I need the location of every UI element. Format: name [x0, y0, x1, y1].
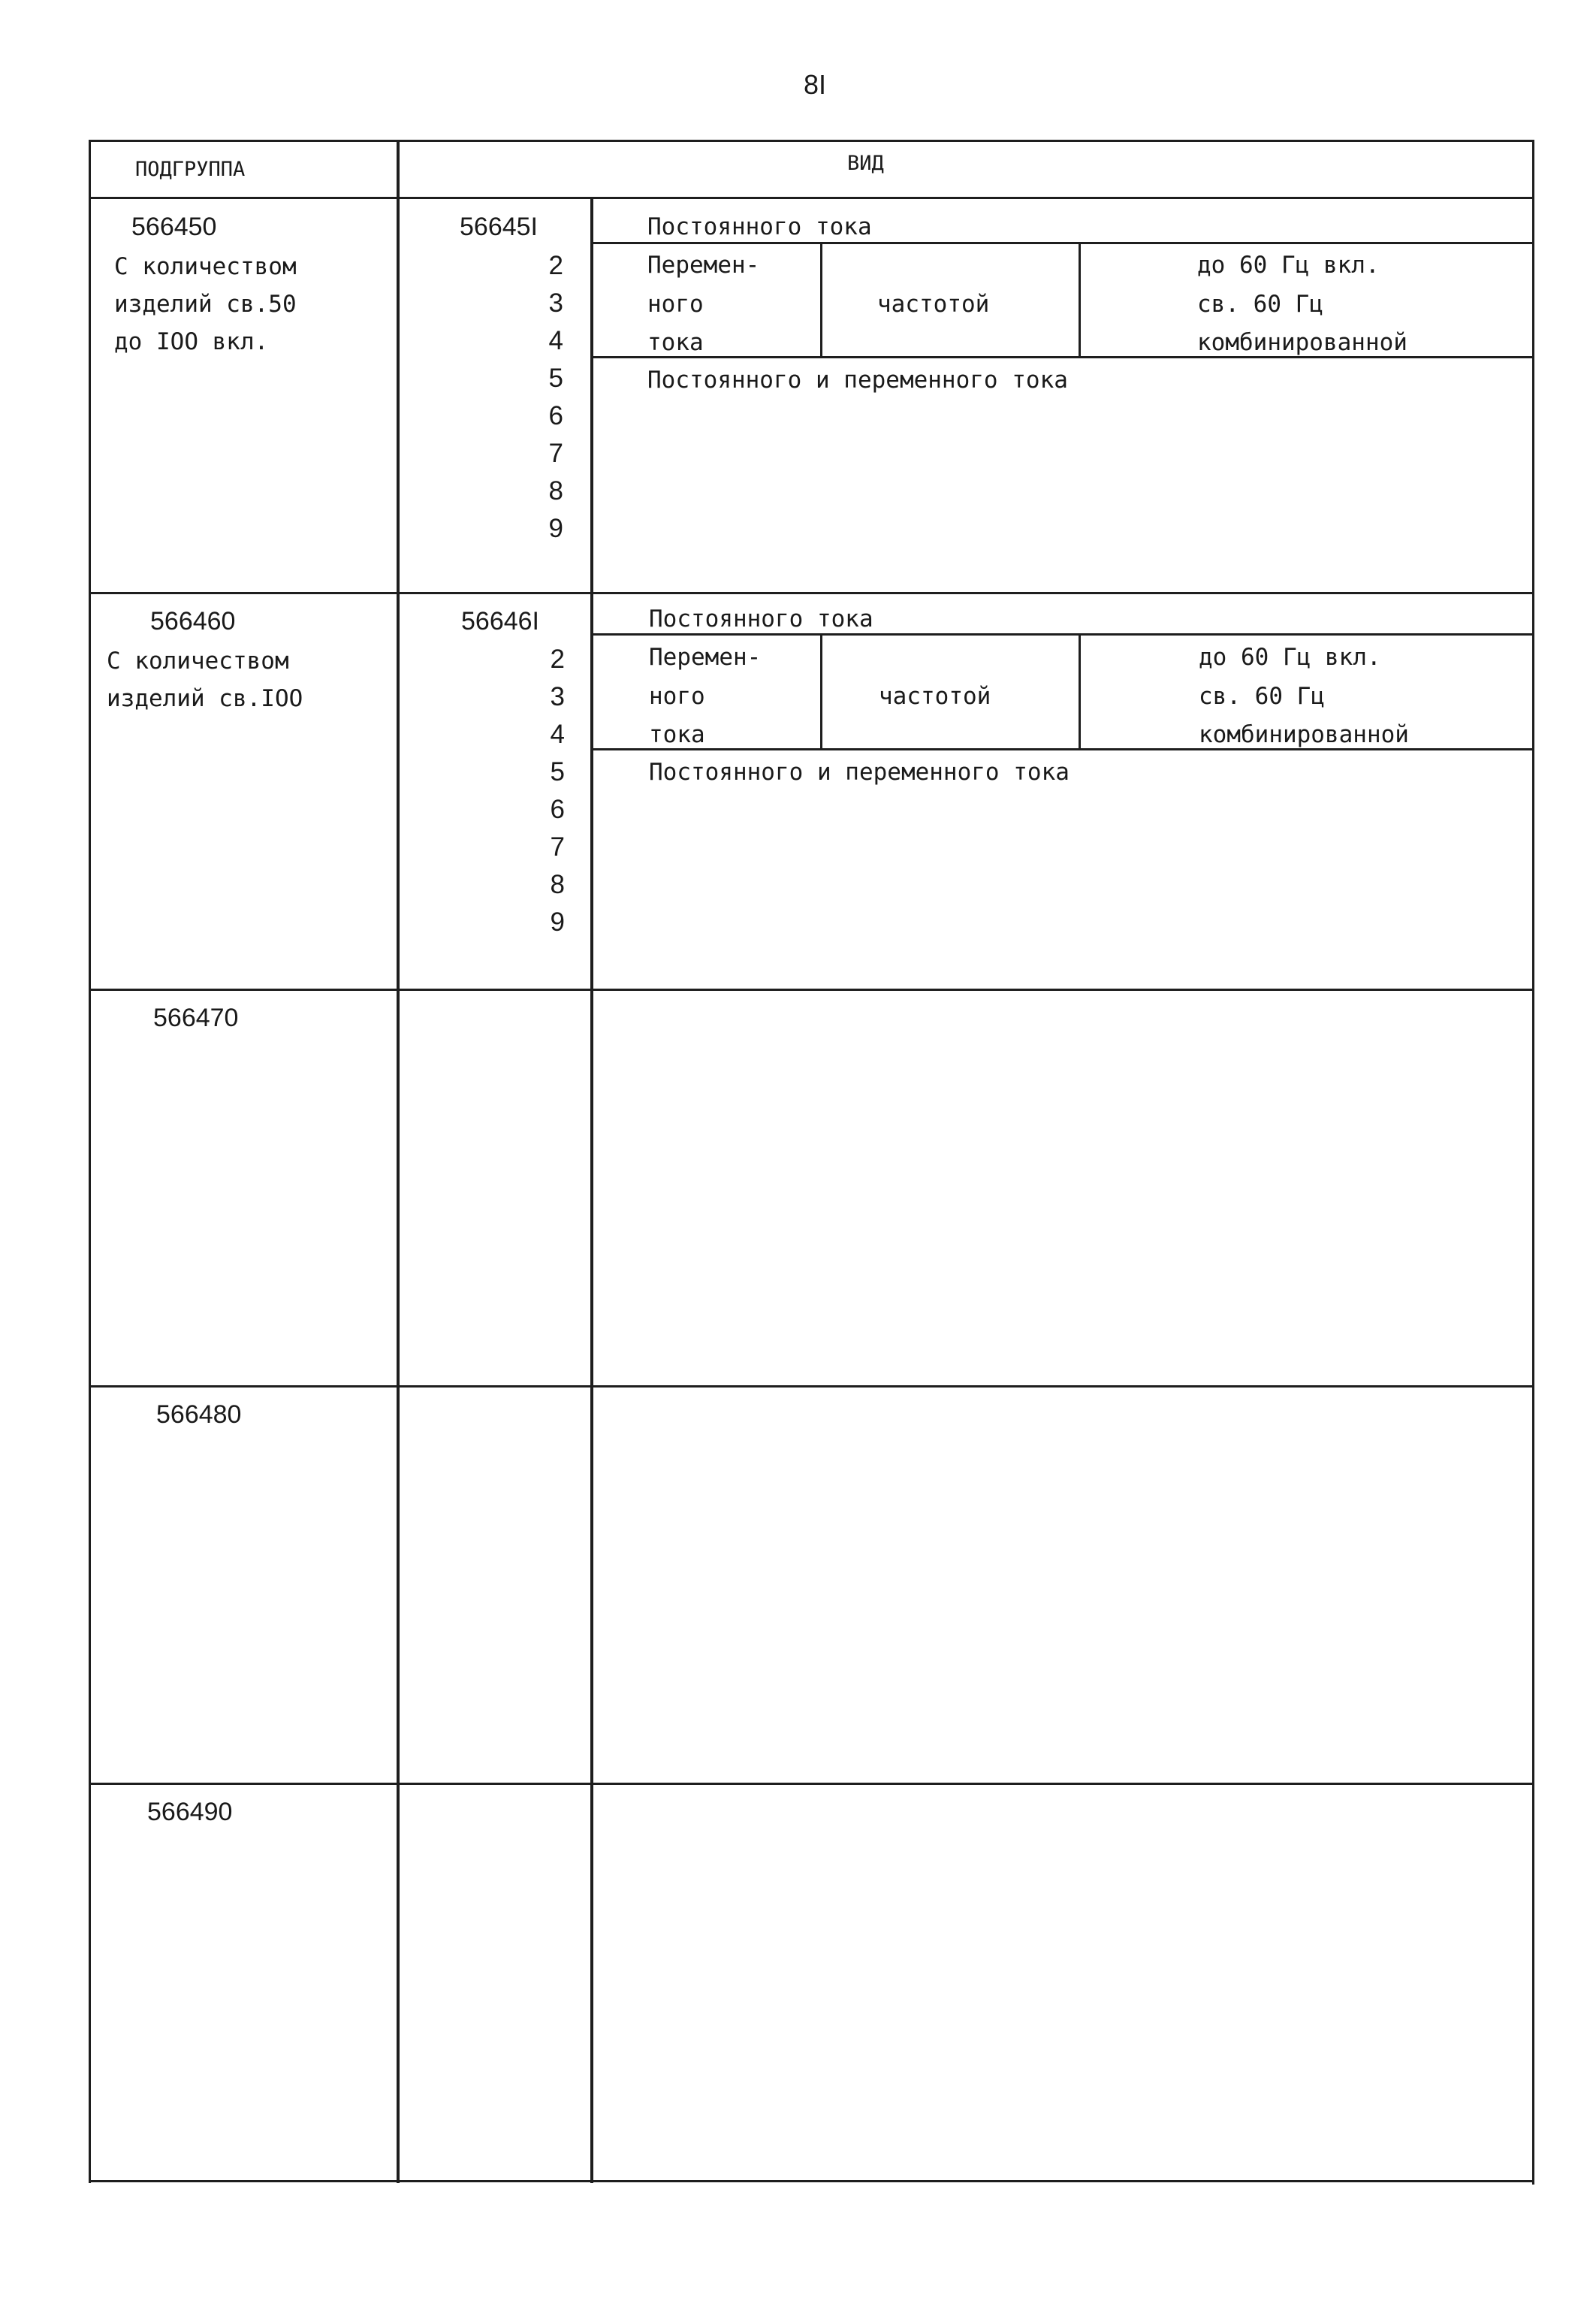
subgroup-desc-line: С количеством [114, 253, 297, 280]
subgroup-code: 566490 [147, 1798, 233, 1826]
ac-label-line: тока [649, 721, 705, 748]
ac-label-line: тока [647, 329, 704, 356]
freq-option: комбинированной [1197, 329, 1407, 356]
subgroup-code: 566480 [156, 1400, 242, 1429]
kind-number: 3 [548, 288, 563, 318]
kind-number: 8 [550, 870, 565, 899]
kind-number: 7 [548, 439, 563, 468]
freq-option: св. 60 Гц [1197, 291, 1323, 318]
subgroup-desc-line: изделий св.IOO [107, 685, 303, 712]
kind-number: 5 [550, 757, 565, 787]
header-subgroup: ПОДГРУППА [135, 158, 246, 181]
ac-label-line: ного [647, 291, 704, 318]
subgroup-desc-line: изделий св.50 [114, 291, 297, 318]
kind-number: 9 [548, 514, 563, 543]
frequency-label: частотой [877, 291, 990, 318]
kind-code: 56646I [461, 607, 539, 636]
kind-number: 8 [548, 476, 563, 506]
kind-number: 6 [548, 401, 563, 430]
freq-option: комбинированной [1199, 721, 1409, 748]
page-number: 8I [804, 69, 827, 100]
kind-code: 56645I [460, 213, 538, 241]
kind-number: 5 [548, 364, 563, 393]
kind-number: 6 [550, 795, 565, 824]
frequency-label: частотой [879, 683, 991, 710]
subgroup-desc-line: до IOO вкл. [114, 328, 269, 355]
subgroup-code: 566470 [153, 1004, 239, 1032]
kind-number: 3 [550, 682, 565, 711]
kind-number: 2 [550, 645, 565, 674]
freq-option: св. 60 Гц [1199, 683, 1325, 710]
freq-option: до 60 Гц вкл. [1197, 252, 1380, 279]
kind-number: 4 [548, 326, 563, 355]
ac-label-line: ного [649, 683, 705, 710]
header-kind: ВИД [847, 152, 884, 175]
direct-current-label: Постоянного тока [649, 605, 873, 636]
ac-label-line: Перемен- [649, 644, 762, 671]
kind-number: 9 [550, 907, 565, 937]
dc-ac-label: Постоянного и переменного тока [647, 367, 1068, 394]
direct-current-label: Постоянного тока [647, 213, 872, 240]
subgroup-code: 566450 [131, 213, 217, 241]
kind-number: 2 [548, 251, 563, 280]
kind-number: 4 [550, 720, 565, 749]
dc-ac-label: Постоянного и переменного тока [649, 759, 1070, 786]
subgroup-desc-line: С количеством [107, 648, 289, 675]
ac-label-line: Перемен- [647, 252, 760, 279]
freq-option: до 60 Гц вкл. [1199, 644, 1381, 671]
subgroup-code: 566460 [150, 607, 236, 636]
kind-number: 7 [550, 832, 565, 862]
